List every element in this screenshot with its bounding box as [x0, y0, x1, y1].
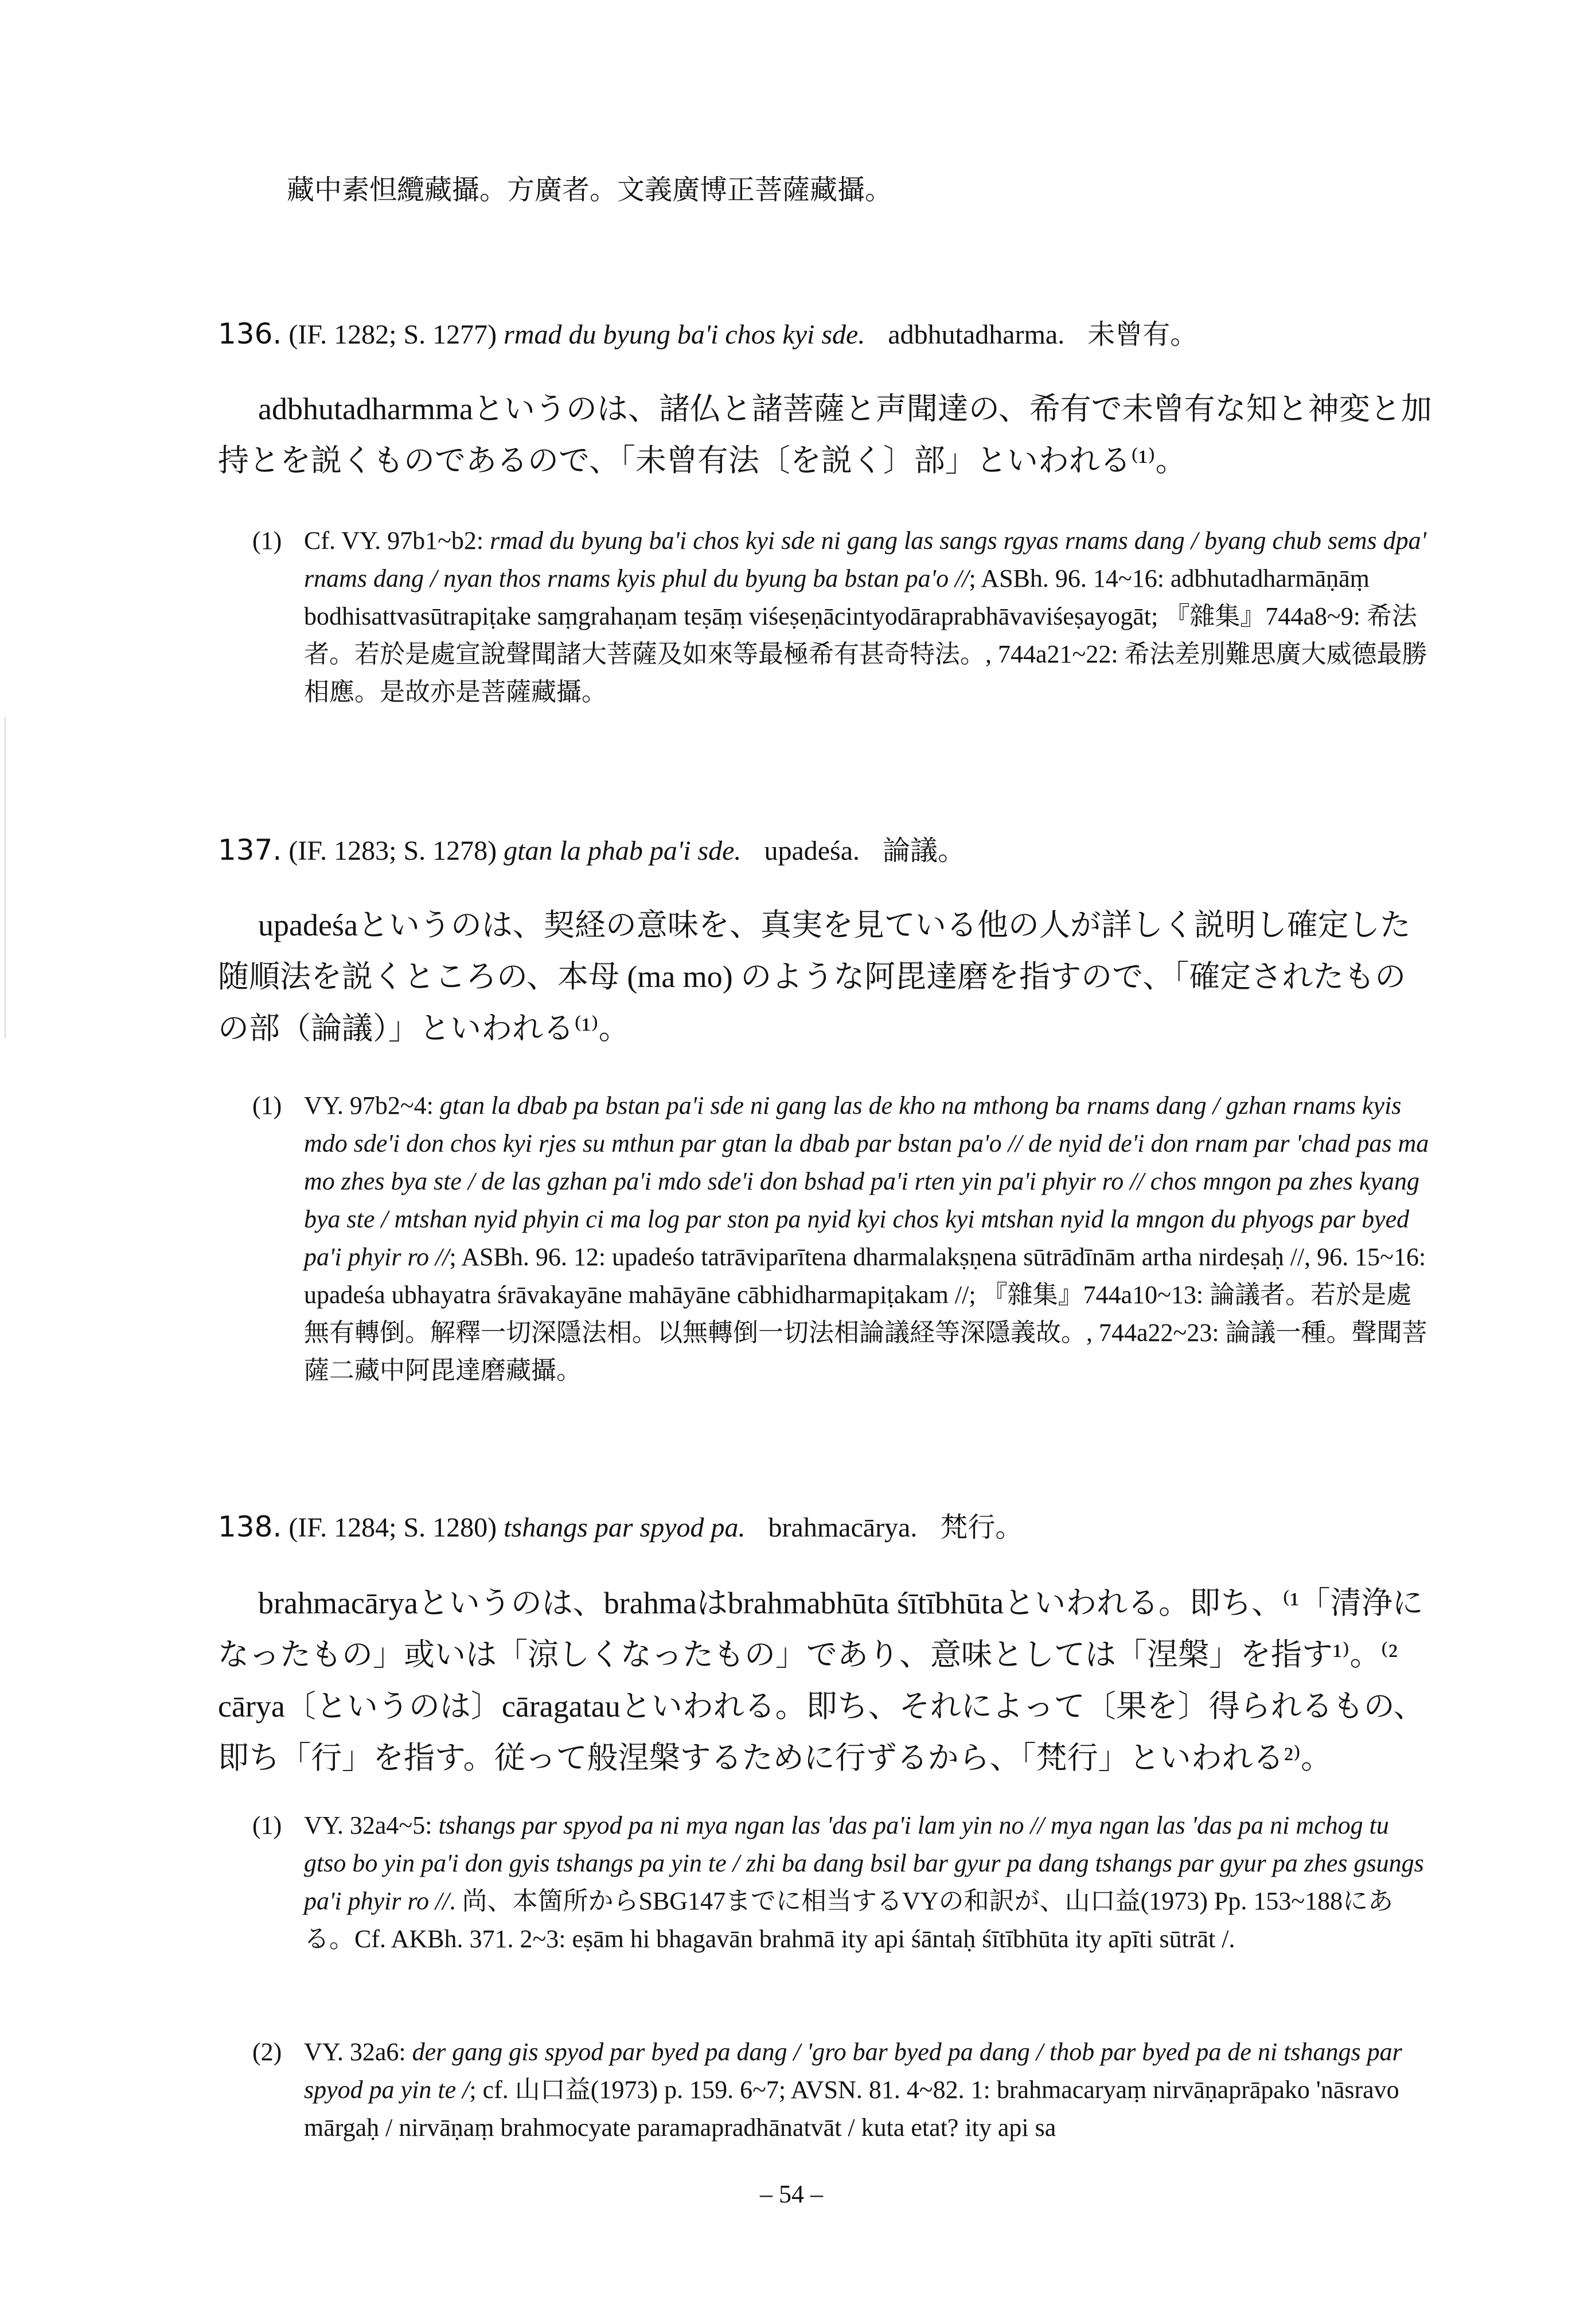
entry-chinese: 論議。 [883, 836, 966, 866]
footnote-tibetan: der gang gis spyod par byed pa dang / 'gro bar byed pa dang / thob par byed pa de ni tshangs par spyod pa yin te / [304, 2038, 1402, 2104]
footnote-rest: ; ASBh. 96. 12: upadeśo tatrāviparītena dharmalakṣṇena sūtrādīnām artha nirdeṣaḥ //, 96. 15~16: upadeśa ubhayatra śrāvakayāne mahāyāne cābhidharmapiṭakam //; 『雜集』744a10~13: 論議者。若於是處無有轉倒。解釋一切深隱法相。以無轉倒一切法相論議経等深隱義故。, 744a22~23: 論議一種。聲聞菩薩二藏中阿毘達磨藏攝。 [304, 1243, 1427, 1385]
entry-ref: (IF. 1284; S. 1280) [288, 1512, 497, 1543]
entry-ref: (IF. 1283; S. 1278) [288, 836, 497, 866]
footnote-lead: VY. 32a6: [304, 2038, 412, 2066]
footnote-mark: (1) [252, 1091, 282, 1120]
entry-number: 137. [218, 833, 282, 867]
footnote [252, 1087, 1434, 1390]
footnote-tibetan: gtan la dbab pa bstan pa'i sde ni gang las de kho na mthong ba rnams dang / gzhan rnams kyis mdo sde'i don chos kyi rjes su mthun par gtan la dbab par bstan pa'o // de nyid de'i don rnam par 'chad pas ma mo zhes bya ste / de las gzhan pa'i mdo sde'i don bshad pa'i rten yin pa'i phyir ro // chos mngon pa zhes kyang bya ste / mtshan nyid phyin ci ma log par ston pa nyid kyi chos kyi mtshan nyid la mngon du phyogs par byed pa'i phyir ro // [304, 1091, 1429, 1271]
footnote-rest: ; ASBh. 96. 14~16: adbhutadharmāṇāṃ bodhisattvasūtrapiṭake saṃgrahaṇam teṣāṃ viśeṣeṇācintyodāraprabhāvaviśeṣayogāt; 『雜集』744a8~9: 希法者。若於是處宣說聲聞諸大菩薩及如來等最極希有甚奇特法。, 744a21~22: 希法差別難思廣大威德最勝相應。是故亦是菩薩藏攝。 [304, 564, 1427, 706]
entry-tibetan: rmad du byung ba'i chos kyi sde. [504, 319, 865, 350]
continuation-line: 藏中素怛纜藏攝。方廣者。文義廣博正菩薩藏攝。 [287, 175, 893, 205]
entry-heading [218, 315, 1514, 353]
footnote [252, 522, 1434, 711]
entry-tibetan: tshangs par spyod pa. [504, 1512, 746, 1543]
entry-heading [218, 1508, 1514, 1546]
footnote-mark: (2) [252, 2038, 282, 2066]
footnote [252, 2033, 1434, 2147]
entry-heading [218, 832, 1514, 869]
entry-sanskrit: adbhutadharma. [888, 319, 1065, 350]
footnote [252, 1807, 1434, 1958]
entry-ref: (IF. 1282; S. 1277) [288, 319, 497, 350]
page-number: – 54 – [760, 2180, 823, 2208]
entry-chinese: 未曾有。 [1087, 319, 1198, 350]
footnote-tibetan: rmad du byung ba'i chos kyi sde ni gang las sangs rgyas rnams dang / byang chub sems dpa' rnams dang / nyan thos rnams kyis phul du byung ba bstan pa'o // [304, 527, 1427, 592]
footnote-body [304, 1807, 1434, 1958]
entry-number: 138. [218, 1510, 282, 1543]
footnote-mark: (1) [252, 1811, 282, 1839]
footnote-lead: Cf. VY. 97b1~b2: [304, 527, 490, 555]
footnote-rest: ; cf. 山口益(1973) p. 159. 6~7; AVSN. 81. 4~82. 1: brahmacaryaṃ nirvāṇaprāpako 'nāsravo mārgaḥ / nirvāṇaṃ brahmocyate paramapradhānatvāt / kuta etat? ity api sa [304, 2076, 1399, 2142]
footnote-body [304, 2033, 1434, 2147]
footnote-tibetan: tshangs par spyod pa ni mya ngan las 'das pa'i lam yin no // mya ngan las 'das pa ni mchog tu gtso bo yin pa'i don gyis tshangs pa yin te / zhi ba dang bsil bar gyur pa dang tshangs par gyur pa zhes gsungs pa'i phyir ro // [304, 1811, 1424, 1915]
entry-paragraph: brahmacāryaというのは、brahmaはbrahmabhūta śītībhūtaといわれる。即ち、⁽¹「清浄になったもの」或いは「涼しくなったもの」であり、意味としては「涅槃」を指す¹⁾。⁽² cārya〔というのは〕cāragatauといわれる。即ち、それによって〔果を〕得られるもの、即ち「行」を指す。従って般涅槃するために行ずるから、「梵行」といわれる²⁾。 [218, 1586, 1425, 1775]
entry-sanskrit: upadeśa. [764, 836, 860, 866]
footnote-rest: . 尚、本箇所からSBG147までに相当するVYの和訳が、山口益(1973) Pp. 153~188にある。Cf. AKBh. 371. 2~3: eṣām hi bhagavān brahmā ity api śāntaḥ śītībhūta ity apīti sūtrāt /. [304, 1887, 1394, 1953]
footnote-body [304, 522, 1434, 711]
footnote-body [304, 1087, 1434, 1390]
entry-number: 136. [218, 317, 282, 350]
entry-paragraph: adbhutadharmmaというのは、諸仏と諸菩薩と声聞達の、希有で未曾有な知と神変と加持とを説くものであるので、「未曾有法〔を説く〕部」といわれる⁽¹⁾。 [218, 392, 1432, 478]
footnote-mark: (1) [252, 527, 282, 555]
entry-paragraph: upadeśaというのは、契経の意味を、真実を見ている他の人が詳しく説明し確定した随順法を説くところの、本母 (ma mo) のような阿毘達磨を指すので、「確定されたものの部（論議）」といわれる⁽¹⁾。 [218, 908, 1411, 1046]
footnote-lead: VY. 32a4~5: [304, 1811, 439, 1839]
scan-edge-line [5, 717, 6, 1038]
entry-sanskrit: brahmacārya. [768, 1512, 918, 1543]
footnote-lead: VY. 97b2~4: [304, 1091, 440, 1120]
entry-tibetan: gtan la phab pa'i sde. [504, 836, 742, 866]
entry-chinese: 梵行。 [940, 1512, 1023, 1543]
